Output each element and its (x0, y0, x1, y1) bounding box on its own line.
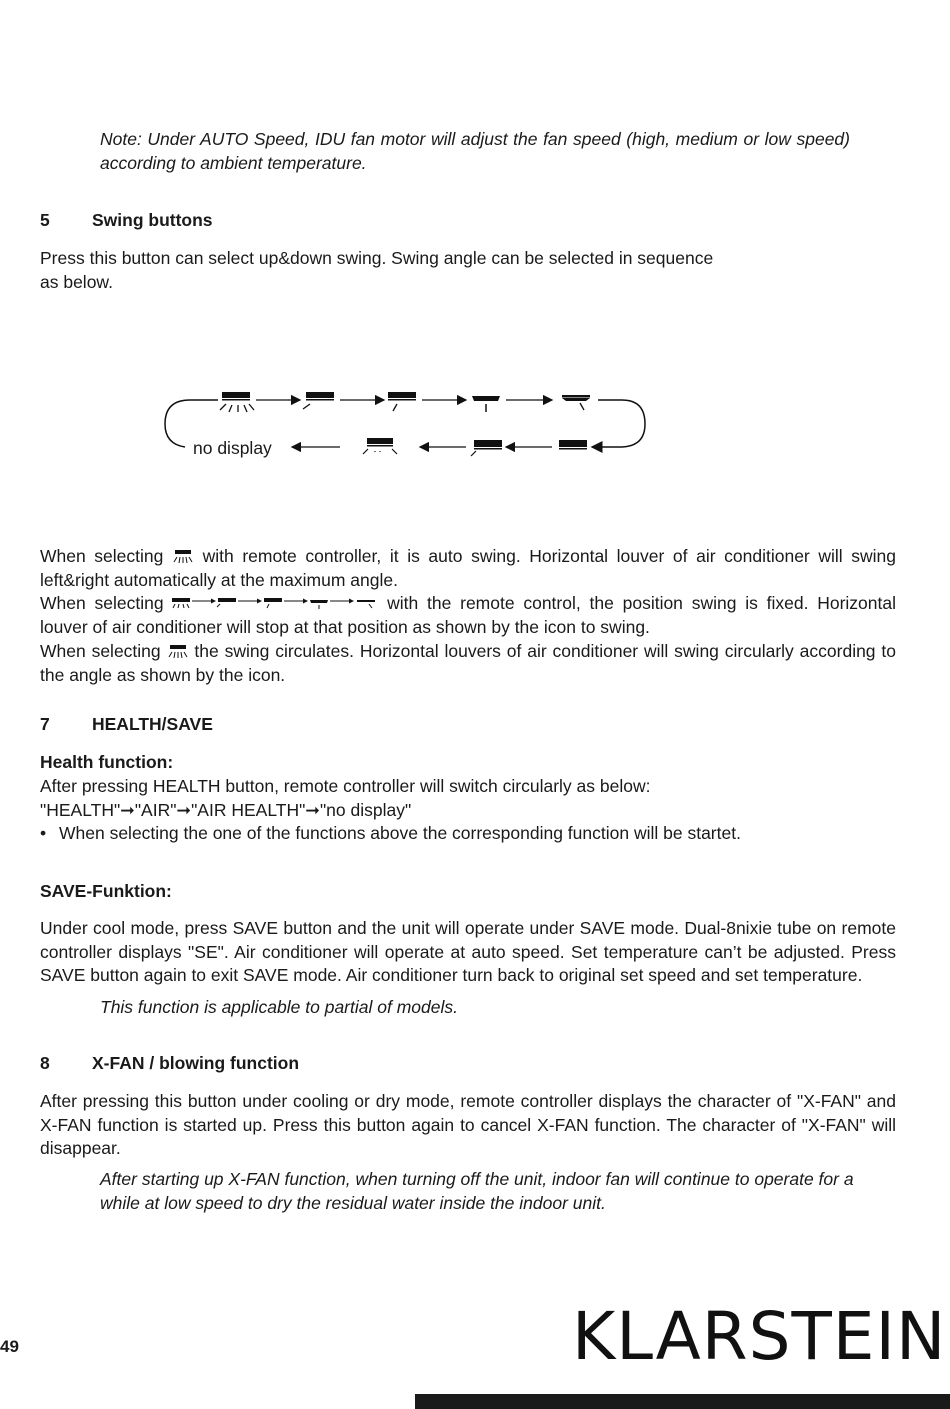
health-line-1: After pressing HEALTH button, remote controller will switch circularly as below: (40, 776, 651, 796)
swing-sequence-diagram (0, 380, 950, 470)
section-5-heading (40, 210, 213, 231)
section-8-title: X-FAN / blowing function (92, 1053, 300, 1073)
save-function-body: Under cool mode, press SAVE button and the unit will operate under SAVE mode. Dual-8nixie tube on remote controller displays "SE". Air conditioner will operate at auto speed. Set temperature can’t be adjusted. Press SAVE button again to exit SAVE mode. Air conditioner turn back to original set speed and set temperature. (40, 918, 896, 985)
section-5-intro: Press this button can select up&down swing. Swing angle can be selected in sequence as below. (40, 248, 714, 292)
swing-circulate-icon-3 (559, 440, 587, 450)
auto-swing-paragraph: When selecting with remote controller, it is auto swing. Horizontal louver of air conditioner will swing left&right automatically at the maximum angle. (40, 546, 896, 590)
section-7-number: 7 (40, 714, 50, 734)
swing-pos4-icon (562, 395, 590, 410)
section-7-title: HEALTH/SAVE (92, 714, 213, 734)
health-function-title: Health function: (40, 752, 174, 772)
health-bullet-marker: • (40, 823, 47, 843)
swing-pos2-icon (388, 392, 416, 411)
klarstein-logo: KLARSTEIN (572, 1298, 947, 1375)
section-5-title: Swing buttons (92, 210, 213, 230)
loop-right (592, 400, 645, 447)
swing-auto-icon (220, 392, 254, 412)
section-5-number: 5 (40, 210, 50, 230)
section-8-number: 8 (40, 1053, 50, 1073)
save-function-note: This function is applicable to partial of models. (100, 997, 458, 1017)
fixed-swing-paragraph: When selecting with the remote control, the position swing is fixed. Horizontal louver of air conditioner will stop at that position as shown by the icon to swing. (40, 593, 896, 637)
health-bullet-text: When selecting the one of the functions above the corresponding function will be startet. (59, 823, 741, 843)
auto-speed-note: Note: Under AUTO Speed, IDU fan motor will adjust the fan speed (high, medium or low speed) according to ambient temperature. (100, 129, 850, 173)
section-8-heading (40, 1053, 299, 1074)
footer-bar (415, 1394, 950, 1409)
circulate-swing-icon (167, 644, 189, 660)
auto-swing-icon (172, 549, 194, 565)
section-7-heading (40, 714, 213, 735)
no-display-label: no display (193, 438, 272, 458)
section-8-body: After pressing this button under cooling or dry mode, remote controller displays the character of "X-FAN" and X-FAN function is started up. Press this button again to cancel X-FAN function. The character of "X-FAN" will disappear. (40, 1091, 896, 1158)
fixed-swing-sequence-icon (172, 596, 378, 612)
health-sequence: "HEALTH"➞"AIR"➞"AIR HEALTH"➞"no display" (40, 800, 412, 820)
page-number: 49 (0, 1337, 19, 1356)
circulate-swing-paragraph: When selecting the swing circulates. Horizontal louvers of air conditioner will swing circularly according to the angle as shown by the icon. (40, 641, 896, 685)
save-function-title: SAVE-Funktion: (40, 881, 172, 901)
swing-pos3-icon (472, 396, 500, 412)
section-8-note: After starting up X-FAN function, when turning off the unit, indoor fan will continue to operate for a while at low speed to dry the residual water inside the indoor unit. (100, 1169, 854, 1213)
swing-circulate-icon-2 (471, 440, 502, 456)
swing-pos1-icon (303, 392, 334, 409)
swing-circulate-icon-1 (363, 438, 397, 454)
